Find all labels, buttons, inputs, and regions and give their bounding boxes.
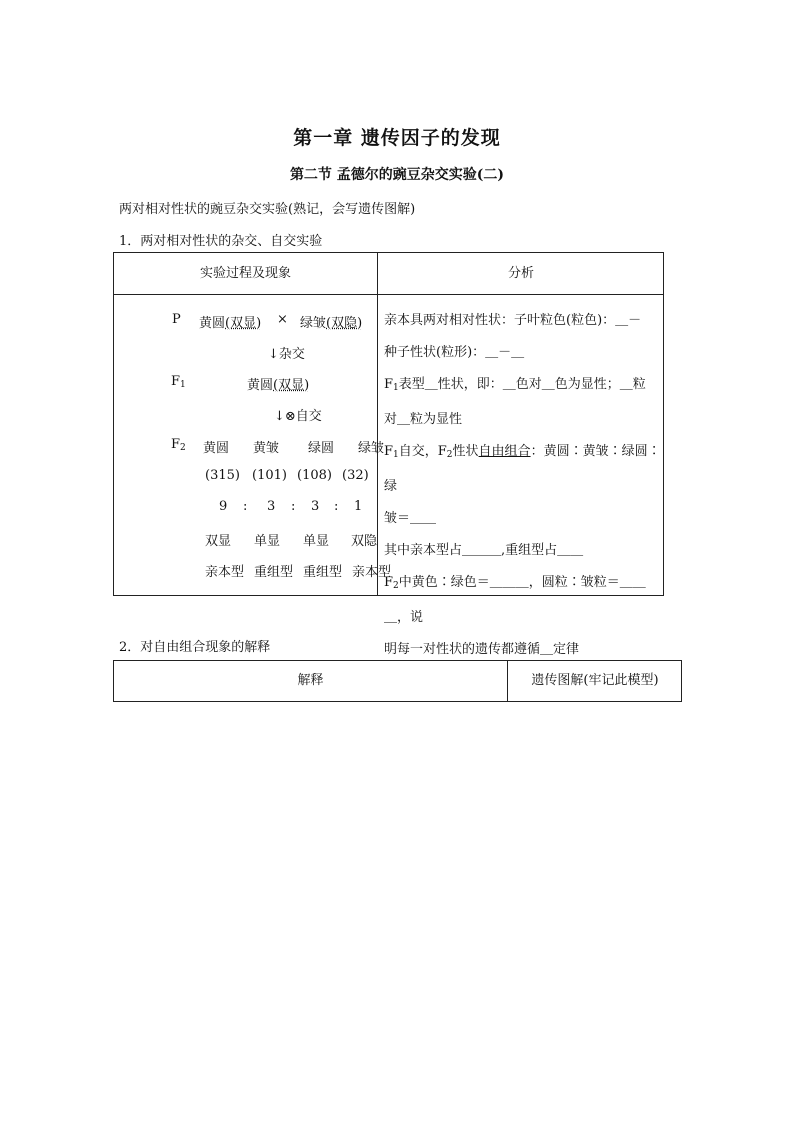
analysis-cell xyxy=(384,305,664,666)
f1-phenotype: 黄圆(双显) xyxy=(247,378,310,393)
f2-count: (108) xyxy=(297,468,332,483)
chapter-title: 第一章 遗传因子的发现 xyxy=(293,127,501,149)
dominance-label: 双显 xyxy=(205,534,232,549)
analysis-line: $F_2$中黄色∶绿色＝＿＿＿，圆粒∶皱粒＝＿＿＿，说 xyxy=(384,575,646,625)
header-genetic-diagram: 遗传图解(牢记此模型) xyxy=(531,673,659,688)
section1-heading: 1．两对相对性状的杂交、自交实验 xyxy=(119,234,323,249)
dominance-label: 双隐 xyxy=(351,534,378,549)
header-explanation: 解释 xyxy=(297,673,324,688)
f2-generation-label: $F_2$ xyxy=(171,437,186,453)
type-label: 重组型 xyxy=(303,565,343,580)
cross-diagram xyxy=(114,295,392,595)
analysis-line: 种子性状(粒形)：＿－＿ xyxy=(384,345,525,360)
explanation-table xyxy=(113,660,682,702)
ratio-value: 9 xyxy=(219,499,228,514)
f2-count: (32) xyxy=(342,468,369,483)
analysis-line: 亲本具两对相对性状：子叶粒色(粒色)：＿－ xyxy=(384,313,642,328)
analysis-line: 对＿粒为显性 xyxy=(384,412,463,427)
self-cross-arrow: ↓⊗自交 xyxy=(274,409,322,424)
analysis-line: 明每一对性状的遗传都遵循＿定律 xyxy=(384,642,580,657)
cross-arrow: ↓杂交 xyxy=(268,347,305,362)
analysis-line: $F_1$自交，$F_2$性状自由组合：黄圆∶黄皱∶绿圆∶绿 xyxy=(384,444,661,494)
analysis-line: $F_1$表型＿性状，即：＿色对＿色为显性；＿粒 xyxy=(384,377,646,393)
cross-symbol: × xyxy=(277,312,288,327)
f1-generation-label: $F_1$ xyxy=(171,374,186,390)
table-divider-vertical xyxy=(377,253,378,595)
type-label: 重组型 xyxy=(254,565,294,580)
section2-heading: 2．对自由组合现象的解释 xyxy=(119,640,271,655)
f2-phenotype: 黄皱 xyxy=(253,441,280,456)
f2-count: (101) xyxy=(252,468,287,483)
p-parent2: 绿皱(双隐) xyxy=(300,316,363,331)
ratio-separator: : xyxy=(243,499,248,514)
f2-phenotype: 绿圆 xyxy=(308,441,335,456)
ratio-value: 1 xyxy=(354,499,363,514)
type-label: 亲本型 xyxy=(205,565,245,580)
analysis-line: 皱＝＿＿ xyxy=(384,511,437,526)
f2-phenotype: 黄圆 xyxy=(203,441,230,456)
header-experiment: 实验过程及现象 xyxy=(199,266,291,281)
intro-text: 两对相对性状的豌豆杂交实验(熟记，会写遗传图解) xyxy=(119,202,416,217)
dominance-label: 单显 xyxy=(254,534,281,549)
p-generation-label: P xyxy=(172,312,181,327)
f2-phenotype: 绿皱 xyxy=(358,441,385,456)
ratio-separator: : xyxy=(291,499,296,514)
p-parent1: 黄圆(双显) xyxy=(199,316,262,331)
type-label: 亲本型 xyxy=(352,565,392,580)
header-analysis: 分析 xyxy=(507,266,534,281)
ratio-separator: : xyxy=(334,499,339,514)
ratio-value: 3 xyxy=(311,499,320,514)
f2-count: (315) xyxy=(205,468,240,483)
section-subtitle: 第二节 孟德尔的豌豆杂交实验(二) xyxy=(289,167,505,183)
analysis-line: 其中亲本型占＿＿＿,重组型占＿＿ xyxy=(384,543,584,558)
dominance-label: 单显 xyxy=(303,534,330,549)
ratio-value: 3 xyxy=(267,499,276,514)
